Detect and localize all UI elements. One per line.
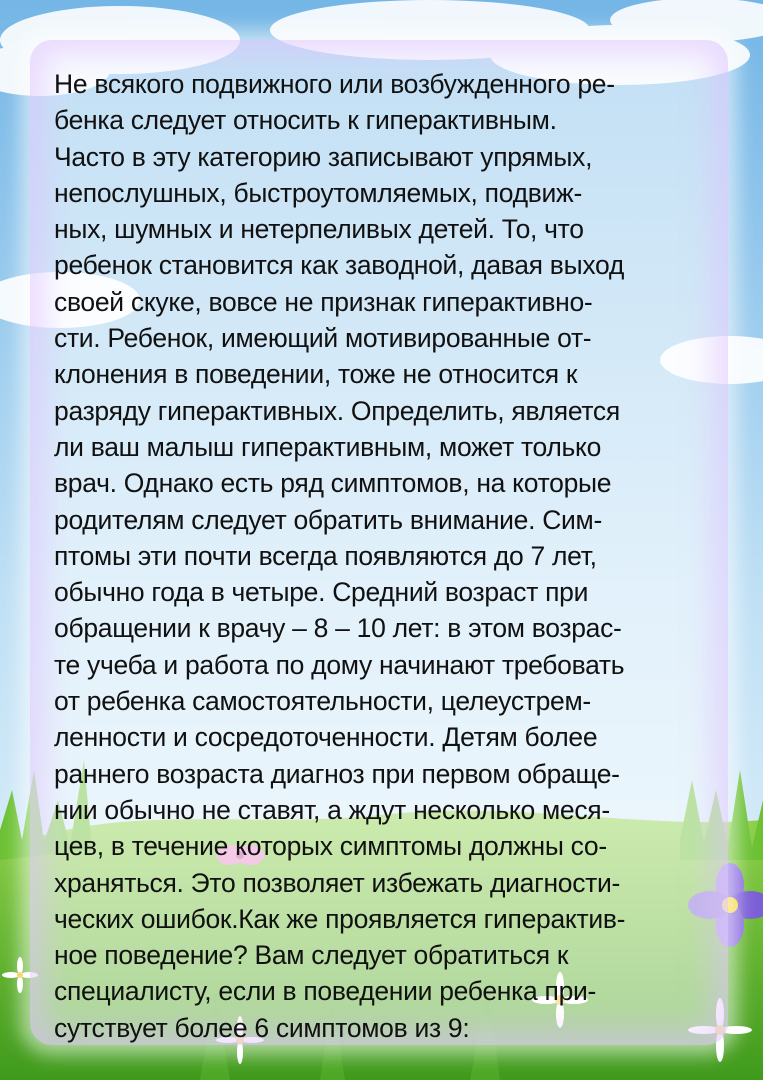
article-line: храняться. Это позволяет избежать диагности- [54,867,621,898]
article-line: цев, в течение которых симптомы должны со- [54,831,607,862]
article-line: Часто в эту категорию записывают упрямых, [54,141,593,172]
article-line: Не всякого подвижного или возбужденного ре- [54,69,615,99]
article-line: нии обычно не ставят, а ждут несколько меся- [54,794,610,825]
article-line: ческих ошибок.Как же проявляется гиперактив- [54,903,626,934]
article-line: от ребенка самостоятельности, целеустрем- [54,686,591,717]
article-line: ли ваш малыш гиперактивным, может только [54,431,602,462]
article-line: ных, шумных и нетерпеливых детей. То, что [54,214,584,245]
article-line: обращении к врачу – 8 – 10 лет: в этом возрас- [54,613,622,644]
article-line: сутствует более 6 симптомов из 9: [54,1012,470,1043]
article-line: ленности и сосредоточенности. Детям более [54,722,598,753]
article-line: бенка следует относить к гиперактивным. [54,105,557,136]
article-line: непослушных, быстроутомляемых, подвиж- [54,177,582,208]
article-line: сти. Ребенок, имеющий мотивированные от- [54,323,592,354]
article-line: ребенок становится как заводной, давая выход [54,250,624,281]
article-line: врач. Однако есть ряд симптомов, на которые [54,468,612,499]
article-line: птомы эти почти всегда появляются до 7 лет, [54,540,597,571]
article-line: разряду гиперактивных. Определить, является [54,395,620,426]
article-line: ное поведение? Вам следует обратиться к [54,940,569,971]
article-line: клонения в поведении, тоже не относится к [54,359,578,390]
article-line: те учеба и работа по дому начинают требовать [54,649,625,680]
article-line: родителям следует обратить внимание. Сим- [54,504,603,535]
article-text [54,66,714,1046]
article-line: раннего возраста диагноз при первом обраще- [54,758,620,789]
article-line: обычно года в четыре. Средний возраст при [54,577,589,608]
article-line: специалисту, если в поведении ребенка при- [54,976,597,1007]
article-line: своей скуке, вовсе не признак гиперактивно- [54,286,593,317]
